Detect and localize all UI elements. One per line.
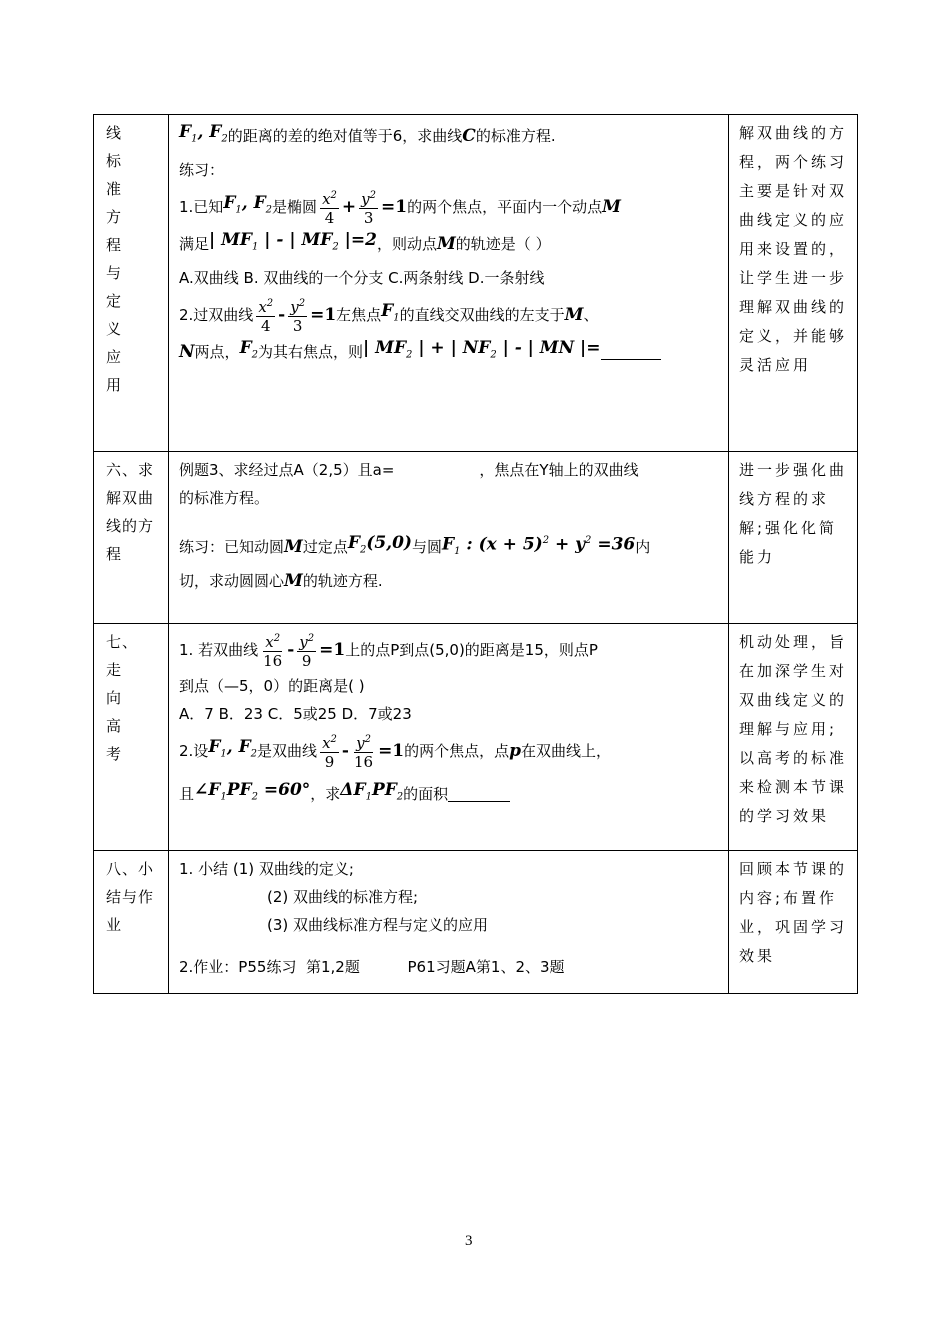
notes-cell <box>729 851 858 994</box>
notes-text: 回顾本节课的内容;布置作业，巩固学习效果 <box>739 860 848 965</box>
stage-label: 七、走向高考 <box>106 633 139 763</box>
lesson-plan-table <box>93 114 858 994</box>
table-row <box>94 115 858 452</box>
stage-cell <box>94 851 169 994</box>
notes-cell <box>729 115 858 452</box>
content-cell: $F_1$, $F_2$ 的距离的差的绝对值等于6，求曲线 C 的标准方程. 练习： 1.已知 $F_1$, $F_2$ 是椭圆 $\frac{x^2}{4}$ + $\frac{y^2}{3}$ =1 的两个焦点，平面内一个动点 M 满足 | $MF_1$ | - | $MF_2$ |=2 ，则动点 M 的轨迹是（ ） A.双曲线 B. 双曲线的一个分支 C.两条射线 D.一条射线 2.过双曲线 $\frac{x^2}{4}$ - $\frac{y^2}{3}$ =1 左焦点 $F_1$ 的直线交双曲线的左支于 M 、 N 两点， $F_2$ 为其右焦点，则 | $MF_2$ | + | $NF_2$ | - | MN |= <box>169 115 729 452</box>
stage-label: 线标准方程与定义应用 <box>106 124 123 394</box>
page-number: 3 <box>465 1233 473 1249</box>
stage-cell <box>94 452 169 624</box>
content-cell: 1. 若双曲线 $\frac{x^2}{16}$ - $\frac{y^2}{9}$ =1 上的点P到点(5,0)的距离是15，则点P 到点（—5，0）的距离是( ) A．7 B．23 C．5或25 D．7或23 2.设 $F_1$, $F_2$ 是双曲线 $\frac{x^2}{9}$ - $\frac{y^2}{16}$ =1 的两个焦点，点 p 在双曲线上， 且 $\angle F_1PF_2 =60^\circ$ ，求 $\Delta F_1PF_2$ 的面积 <box>169 624 729 851</box>
notes-cell <box>729 624 858 851</box>
stage-cell <box>94 624 169 851</box>
content-cell: 例题3、求经过点A（2,5）且a= ，焦点在Y轴上的双曲线 的标准方程。 练习：已知动圆 M 过定点 $F_2(5,0)$ 与圆 $F_1$ : $(x + 5)^2 + y^2 =36$ 内 切，求动圆圆心 M 的轨迹方程. <box>169 452 729 624</box>
content-cell: 1. 小结 (1) 双曲线的定义; (2) 双曲线的标准方程; (3) 双曲线标准方程与定义的应用 2.作业：P55练习 第1,2题 P61习题A第1、2、3题 <box>169 851 729 994</box>
table-row <box>94 624 858 851</box>
table-row <box>94 452 858 624</box>
stage-label: 八、小结与作业 <box>106 860 155 934</box>
notes-text: 解双曲线的方程，两个练习主要是针对双曲线定义的应用来设置的，让学生进一步理解双曲线的定义，并能够灵活应用 <box>739 124 848 374</box>
stage-label: 六、求解双曲线的方程 <box>106 461 155 563</box>
notes-text: 进一步强化曲线方程的求解;强化化简能力 <box>739 461 848 566</box>
notes-text: 机动处理，旨在加深学生对双曲线定义的理解与应用;以高考的标准来检测本节课的学习效果 <box>739 633 848 825</box>
notes-cell <box>729 452 858 624</box>
stage-cell <box>94 115 169 452</box>
table-row <box>94 851 858 994</box>
